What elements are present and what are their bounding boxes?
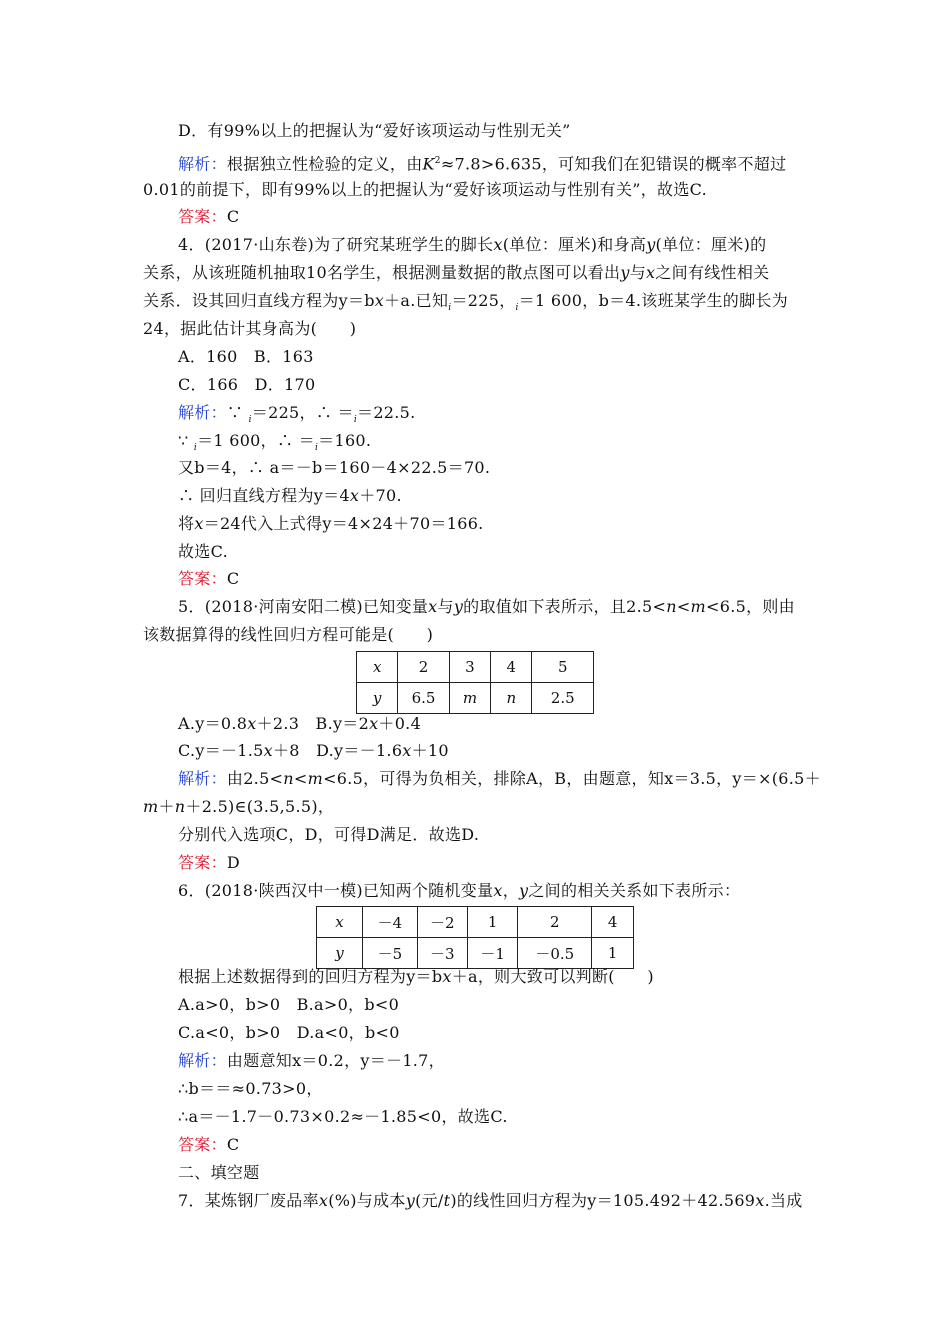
q4-stem-line-4: 24，据此估计其身高为( ) xyxy=(143,319,357,338)
answer-label: 答案： xyxy=(178,853,227,872)
table-cell: 2.5 xyxy=(532,683,594,714)
q5-options-ab: A.y＝0.8x＋2.3 B.y＝2x＋0.4 xyxy=(178,714,422,733)
table-cell: 4 xyxy=(592,907,634,938)
table-row xyxy=(357,652,594,683)
table-cell: n xyxy=(491,683,532,714)
table-cell: －0.5 xyxy=(518,938,592,969)
table-cell: x xyxy=(317,907,363,938)
q6-solution-line-2: ∴b＝＝≈0.73>0， xyxy=(178,1079,323,1098)
answer-label: 答案： xyxy=(178,207,227,226)
table-cell: －4 xyxy=(363,907,418,938)
solution-label: 解析： xyxy=(178,769,227,788)
solution-label: 解析： xyxy=(178,403,227,422)
q4-solution-line-3: 又b＝4，∴ a＝－b＝160－4×22.5＝70. xyxy=(178,458,491,477)
table-cell: －3 xyxy=(417,938,467,969)
q5-data-table xyxy=(356,651,594,714)
q5-answer: 答案：D xyxy=(178,853,241,872)
q4-stem-line-1: 4．(2017·山东卷)为了研究某班学生的脚长x(单位：厘米)和身高y(单位：厘米)的 xyxy=(178,235,767,254)
section-heading: 二、填空题 xyxy=(178,1163,260,1182)
table-cell: y xyxy=(317,938,363,969)
table-cell: 2 xyxy=(518,907,592,938)
q5-solution-line-2: m＋n＋2.5)∈(3.5,5.5)， xyxy=(143,797,335,816)
table-cell: y xyxy=(357,683,398,714)
table-cell: x xyxy=(357,652,398,683)
q4-answer: 答案：C xyxy=(178,569,240,588)
answer-label: 答案： xyxy=(178,569,227,588)
q6-solution-line-1: 解析：由题意知x＝0.2，y＝－1.7， xyxy=(178,1051,445,1070)
q4-solution-line-1: 解析：∵ $_i$＝225，∴ $=_i=22.5$. xyxy=(178,403,416,426)
q6-stem-line-1: 6．(2018·陕西汉中一模)已知两个随机变量x，y之间的相关关系如下表所示： xyxy=(178,881,741,900)
q6-answer: 答案：C xyxy=(178,1135,240,1154)
solution-label: 解析： xyxy=(178,154,227,174)
q6-options-cd: C.a<0，b>0 D.a<0，b<0 xyxy=(178,1023,400,1042)
q4-solution-line-6: 故选C. xyxy=(178,542,228,561)
q7-stem-line-1: 7．某炼钢厂废品率x(%)与成本y(元/t)的线性回归方程为y＝105.492＋42.569x.当成 xyxy=(178,1191,803,1210)
q4-stem-line-2: 关系，从该班随机抽取10名学生，根据测量数据的散点图可以看出y与x之间有线性相关 xyxy=(143,263,770,282)
q6-stem-line-2: 根据上述数据得到的回归方程为y＝bx＋a，则大致可以判断( ) xyxy=(178,967,654,986)
table-cell: 5 xyxy=(532,652,594,683)
table-row xyxy=(317,938,634,969)
q6-solution-line-3: ∴a＝－1.7－0.73×0.2≈－1.85<0，故选C. xyxy=(178,1107,508,1126)
answer-label: 答案： xyxy=(178,1135,227,1154)
q5-stem-line-2: 该数据算得的线性回归方程可能是( ) xyxy=(143,625,434,644)
q4-stem-line-3: 关系．设其回归直线方程为y＝bx＋a.已知$_i$＝225，$_i$＝1 600，b＝4.该班某学生的脚长为 xyxy=(143,291,789,314)
q6-options-ab: A.a>0，b>0 B.a>0，b<0 xyxy=(178,995,400,1014)
q4-options-cd: C．166 D．170 xyxy=(178,375,316,394)
q6-data-table xyxy=(316,906,634,969)
q4-solution-line-5: 将x＝24代入上式得y＝4×24＋70＝166. xyxy=(178,514,484,533)
table-row xyxy=(357,683,594,714)
table-cell: 4 xyxy=(491,652,532,683)
q3-solution-line-2: 0.01的前提下，即有99%以上的把握认为“爱好该项运动与性别有关”，故选C. xyxy=(143,180,708,199)
solution-label: 解析： xyxy=(178,1051,227,1070)
q4-options-ab: A．160 B．163 xyxy=(178,347,314,366)
table-cell: 2 xyxy=(398,652,449,683)
q3-option-d: D．有99%以上的把握认为“爱好该项运动与性别无关” xyxy=(178,121,571,140)
q5-stem-line-1: 5．(2018·河南安阳二模)已知变量x与y的取值如下表所示，且2.5<n<m<6.5，则由 xyxy=(178,597,795,616)
table-cell: －5 xyxy=(363,938,418,969)
table-cell: －1 xyxy=(467,938,517,969)
q5-solution-line-1: 解析：由2.5<n<m<6.5，可得为负相关，排除A，B，由题意，知x＝3.5，y＝×(6.5＋ xyxy=(178,769,821,788)
table-row xyxy=(317,907,634,938)
q4-solution-line-4: ∴ 回归直线方程为y＝4x＋70. xyxy=(178,486,402,505)
q3-answer: 答案：C xyxy=(178,207,240,226)
table-cell: 1 xyxy=(467,907,517,938)
q4-solution-line-2: ∵ $_i$＝1 600，∴ $=_i=160$. xyxy=(178,431,372,454)
table-cell: －2 xyxy=(417,907,467,938)
q3-solution-line-1: 解析：根据独立性检验的定义，由$K^2\approx 7.8>6.635$，可知我们在犯错误的概率不超过 xyxy=(178,154,787,174)
table-cell: 3 xyxy=(449,652,490,683)
q5-options-cd: C.y＝－1.5x＋8 D.y＝－1.6x＋10 xyxy=(178,741,449,760)
table-cell: m xyxy=(449,683,490,714)
q5-solution-line-3: 分别代入选项C，D，可得D满足．故选D. xyxy=(178,825,480,844)
table-cell: 6.5 xyxy=(398,683,449,714)
table-cell: 1 xyxy=(592,938,634,969)
